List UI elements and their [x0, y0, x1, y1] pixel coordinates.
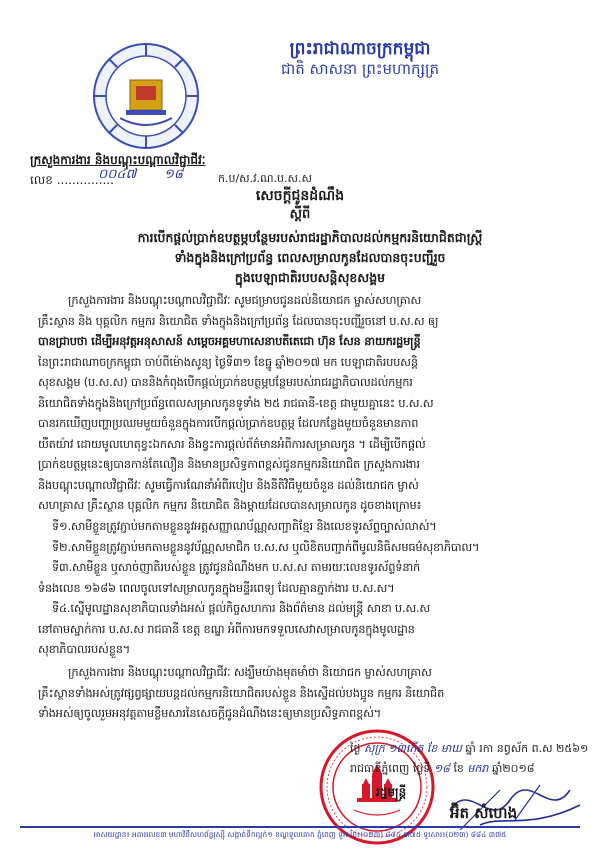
- footer-divider: [20, 826, 580, 828]
- instruction-item: សុខាភិបាលរបស់ខ្លួន។: [38, 642, 131, 656]
- notice-title: សេចក្តីជូនដំណឹង: [255, 188, 345, 204]
- body-line: បានជ្រាបថា ដើម្បីអនុវត្តអនុសាសន៍ សម្តេចអគ្គមហាសេនាបតីតេជោ ហ៊ុន សែន នាយករដ្ឋមន្ត្រី: [38, 334, 421, 348]
- date-day-handwritten: ១៨: [433, 762, 450, 775]
- notice-subject: [70, 228, 550, 288]
- instruction-item: ទី២.សាមីខ្លួនត្រូវភ្ជាប់មកតាមខ្លួននូវប័ណ្ណសមាជិក ប.ស.ស ឬលិខិតបញ្ជាក់ពីមូលនិធិសមធម៌សុខាភិបាល។: [52, 539, 480, 554]
- date-month-label: ខែ: [453, 762, 464, 775]
- body-line: សុខសង្គម (ប.ស.ស) បាននិងកំពុងបើកផ្តល់ប្រាក់ឧបត្ថម្ភបន្ថែមរបស់រាជរដ្ឋាភិបាលដល់កម្មករ: [38, 375, 413, 389]
- body-paragraph-1: [38, 290, 562, 516]
- body-line: ទាំងអស់ឲ្យចូលរួមអនុវត្តតាមខ្លឹមសារនៃសេចក្តីជូនដំណឹងនេះឲ្យមានប្រសិទ្ធភាពខ្ពស់។: [38, 706, 382, 720]
- body-line: គ្រឹះស្ថាន និង បុគ្គលិក កម្មករ និយោជិត ទាំងក្នុងនិងក្រៅប្រព័ន្ធ ដែលបានចុះបញ្ជីរួចនៅ ប.ស.ស ឲ្យ: [38, 313, 439, 328]
- national-motto: ជាតិ សាសនា ព្រះមហាក្សត្រ: [280, 60, 440, 78]
- body-line: បានរកឃើញបញ្ហាប្រឈមមួយចំនួនក្នុងការបើកផ្តល់ប្រាក់ឧបត្ថម្ភ ដែលកន្លែងមួយចំនួនមានភាព: [38, 416, 419, 430]
- instruction-item: ទំនងលេខ ១៦៨៦ ពេលចូលទៅសម្រាលកូនក្នុងមន្ទីរពេទ្យ ដែលគ្មានភ្នាក់ងារ ប.ស.ស។: [38, 580, 395, 595]
- date-month-handwritten: មករា: [467, 762, 489, 775]
- reference-year: ១៨: [164, 167, 184, 182]
- instruction-list: [38, 516, 564, 660]
- body-line: នៃព្រះរាជាណាចក្រកម្ពុជា ចាប់ពីម៉ោងសូន្យ ថ្ងៃទី៣១ ខែធ្នូ ឆ្នាំ២០១៧ មក បេឡាជាតិរបបសន្តិ: [38, 354, 418, 369]
- instruction-item: ទី៤.ស្នើមូលដ្ឋានសុខាភិបាលទាំងអស់ ផ្តល់កិច្ចសហការ និងព័ត៌មាន ដល់មន្ត្រី សាខា ប.ស.ស: [52, 601, 431, 615]
- body-line: និងបណ្តុះបណ្តាលវិជ្ជាជីវៈ សូមធ្វើការណែនាំអំពីរបៀប និងនីតិវិធីមួយចំនួន ដល់និយោជក ម្ចាស់: [38, 477, 419, 492]
- date-year: ឆ្នាំ២០១៨: [491, 762, 535, 775]
- body-line: ក្រសួងការងារ និងបណ្តុះបណ្តាលវិជ្ជាជីវៈ សង្ឃឹមយ៉ាងមុតមាំថា និយោជក ម្ចាស់សហគ្រាស: [68, 665, 432, 679]
- body-line: ប្រាក់ឧបត្ថម្ភនេះឲ្យបានកាន់តែលឿន និងមានប្រសិទ្ធភាពខ្ពស់ជូនកម្មករនិយោជិត ក្រសួងការងារ: [38, 457, 420, 471]
- notice-subtitle: ស្តីពី: [289, 207, 311, 222]
- date-line-lunar: [350, 742, 588, 758]
- body-line: យឺតយ៉ាវ ដោយមូលហេតុខ្វះឯកសារ និងខ្វះការផ្តល់ព័ត៌មានអំពីការសម្រាលកូន ។ ដើម្បីបើកផ្តល់: [38, 436, 426, 451]
- reference-code: ក.ប/ស.វ.ណ.ប.ស.ស: [218, 172, 312, 185]
- body-paragraph-2: [38, 662, 562, 724]
- reference-number: ០០៤៧: [98, 167, 137, 182]
- footer-address: អាសយដ្ឋាន៖ អគារលេខ៣ មហាវិថីសហព័ន្ធរុស្ស៊ី សង្កាត់ទឹកល្អក់១ ខណ្ឌទួលគោក ភ្នំពេញ ទូរស័ព្ទ៖(០២៣) ៨៨៤ ៣៧៥ ទូរសារ៖(០២៣) ៨៨៤ ៣៧៥: [93, 830, 507, 839]
- ref-prefix: លេខ: [30, 173, 53, 187]
- body-line: និយោជិតទាំងក្នុងនិងក្រៅប្រព័ន្ធពេលសម្រាលកូនទូទាំង ២៥ រាជធានី-ខេត្ត ជាមួយគ្នានេះ ប.ស.ស: [38, 395, 434, 410]
- minister-name: អ៊ិត សំហេង: [450, 804, 518, 822]
- kingdom-title: ព្រះរាជាណាចក្រកម្ពុជា: [289, 39, 431, 59]
- instruction-item: ទី១.សាមីខ្លួនត្រូវភ្ជាប់មកតាមខ្លួននូវអត្តសញ្ញាណប័ណ្ណសញ្ជាតិខ្មែរ និងលេខទូរស័ព្ទច្បាស់លាស់។: [52, 519, 437, 533]
- ministry-logo: [90, 40, 202, 152]
- date-lunar-handwritten: សុក្រ ១៣កើត ខែ មាឃ: [363, 742, 462, 755]
- body-line: សហគ្រាស គ្រឹះស្ថាន បុគ្គលិក កម្មករ និយោជិត និងម្តាយដែលបានសម្រាលកូន ដូចខាងក្រោម៖: [38, 498, 422, 512]
- body-line: គ្រឹះស្ថានទាំងអស់ត្រូវផ្សព្វផ្សាយបន្តដល់កម្មករនិយោជិតរបស់ខ្លួន និងស្នើដល់បងប្អូន កម្មករ និយោជិត: [38, 685, 445, 700]
- subject-line: ការបើកផ្តល់ប្រាក់ឧបត្ថម្ភបន្ថែមរបស់រាជរដ្ឋាភិបាលដល់កម្មករនិយោជិតជាស្ត្រី: [137, 230, 483, 245]
- ref-dots: ...............: [56, 173, 114, 187]
- date-city: រាជធានីភ្នំពេញ ថ្ងៃទី: [350, 762, 431, 775]
- subject-line: ទាំងក្នុងនិងក្រៅប្រព័ន្ធ ពេលសម្រាលកូនដែលបានចុះបញ្ជីរួច: [174, 250, 446, 265]
- subject-line: ក្នុងបេឡាជាតិរបបសន្តិសុខសង្គម: [234, 270, 386, 285]
- date-lunar-rest: ឆ្នាំ រកា នព្វស័ក ព.ស ២៥៦១: [465, 742, 589, 755]
- ministry-label: ក្រសួងការងារ និងបណ្តុះបណ្តាលវិជ្ជាជីវៈ: [30, 153, 206, 167]
- date-prefix: ថ្ងៃ: [350, 742, 361, 755]
- instruction-item: នៅតាមស្នាក់ការ ប.ស.ស រាជធានី ខេត្ត ខណ្ឌ អំពីការមកទទួលសេវាសម្រាលកូនក្នុងមូលដ្ឋាន: [38, 621, 415, 636]
- body-line: ក្រសួងការងារ និងបណ្តុះបណ្តាលវិជ្ជាជីវៈ សូមជម្រាបជូនដល់និយោជក ម្ចាស់សហគ្រាស: [68, 293, 422, 307]
- minister-title: រដ្ឋមន្ត្រី: [376, 785, 407, 799]
- instruction-item: ទី៣.សាមីខ្លួន ឬសាច់ញាតិរបស់ខ្លួន ត្រូវជូនដំណឹងមក ប.ស.ស តាមរយៈលេខទូរស័ព្ទទំនាក់: [52, 560, 421, 574]
